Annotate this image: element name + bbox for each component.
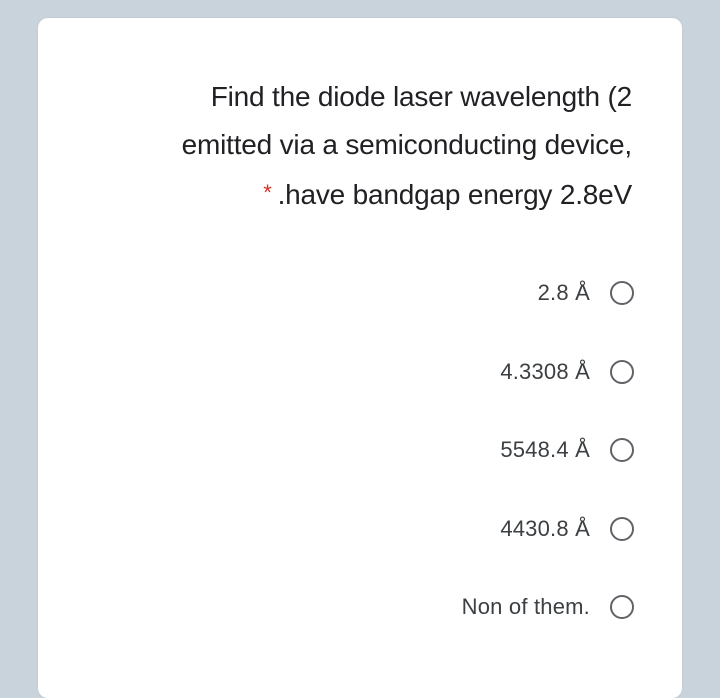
question-line-2: emitted via a semiconducting device, xyxy=(181,129,632,160)
radio-button[interactable] xyxy=(610,438,634,462)
question-line-3 xyxy=(182,169,632,219)
question-card xyxy=(38,18,682,698)
radio-button[interactable] xyxy=(610,517,634,541)
question-line-3-text: .have bandgap energy 2.8eV xyxy=(277,179,632,210)
answer-options xyxy=(234,264,634,657)
option-label: 4.3308 Å xyxy=(500,358,590,384)
option-4430-8-angstrom[interactable] xyxy=(234,500,634,558)
question-text xyxy=(182,73,632,219)
radio-button[interactable] xyxy=(610,360,634,384)
option-none-of-them[interactable] xyxy=(234,578,634,636)
radio-button[interactable] xyxy=(610,595,634,619)
option-2-8-angstrom[interactable] xyxy=(234,264,634,322)
option-label: 5548.4 Å xyxy=(500,437,590,462)
option-label: Non of them. xyxy=(461,594,590,619)
question-line-1: Find the diode laser wavelength (2 xyxy=(210,81,632,112)
option-label: 4430.8 Å xyxy=(500,515,590,541)
option-label: 2.8 Å xyxy=(537,280,590,305)
radio-button[interactable] xyxy=(610,281,634,305)
required-asterisk: * xyxy=(263,180,272,205)
option-5548-4-angstrom[interactable] xyxy=(234,421,634,479)
option-4-3308-angstrom[interactable] xyxy=(234,343,634,401)
